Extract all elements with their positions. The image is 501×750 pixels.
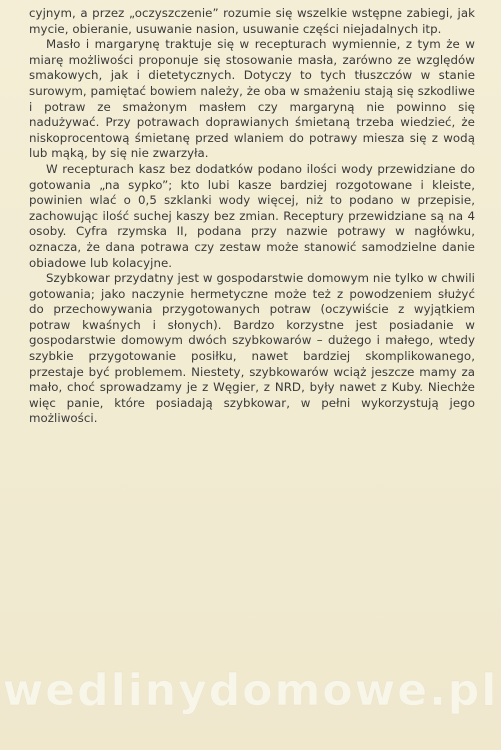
paragraph-pressure-cooker: Szybkowar przydatny jest w gospodarstwie domowym nie tylko w chwili gotowania; jako naczynie hermetyczne może też z powodzeniem służyć do przechowywania przygotowanych potraw (oczywiście z wyjątkiem potraw kwaśnych i słonych). Bardzo korzystne jest posiadanie w gospodarstwie domowym dwóch szybkowarów – dużego i małego, wtedy szybkie przygotowanie posiłku, nawet bardziej skomplikowanego, przestaje być problemem. Niestety, szybkowarów wciąż jeszcze mamy za mało, choć sprowadzamy je z Węgier, z NRD, były nawet z Kuby. Niechże więc panie, które posiadają szybkowar, w pełni wykorzystują jego możliwości.: [29, 271, 475, 426]
body-text: [29, 6, 475, 427]
site-watermark: wedlinydomowe.pl: [2, 665, 499, 716]
paragraph-continuation: cyjnym, a przez „oczyszczenie” rozumie się wszelkie wstępne zabiegi, jak mycie, obieranie, usuwanie nasion, usuwanie części niejadalnych itp.: [29, 6, 475, 36]
paragraph-butter-margarine: Masło i margarynę traktuje się w recepturach wymiennie, z tym że w miarę możliwości proponuje się stosowanie masła, zarówno ze względów smakowych, jak i dietetycznych. Dotyczy to tych tłuszczów w stanie surowym, pamiętać bowiem należy, że oba w smażeniu stają się szkodliwe i potraw ze smażonym masłem czy margaryną nie powinno się nadużywać. Przy potrawach doprawianych śmietaną trzeba wiedzieć, że niskoprocentową śmietanę przed wlaniem do potrawy miesza się z wodą lub mąką, by się nie zwarzyła.: [29, 37, 475, 161]
paragraph-groats-recipes: W recepturach kasz bez dodatków podano ilości wody przewidziane do gotowania „na sypko”; kto lubi kasze bardziej rozgotowane i kleiste, powinien wlać o 0,5 szklanki wody więcej, niż to podano w przepisie, zachowując ilość suchej kaszy bez zmian. Receptury przewidziane są na 4 osoby. Cyfra rzymska II, podana przy nazwie potrawy w nagłówku, oznacza, że dana potrawa czy zestaw może stanowić samodzielne danie obiadowe lub kolacyjne.: [29, 161, 475, 270]
